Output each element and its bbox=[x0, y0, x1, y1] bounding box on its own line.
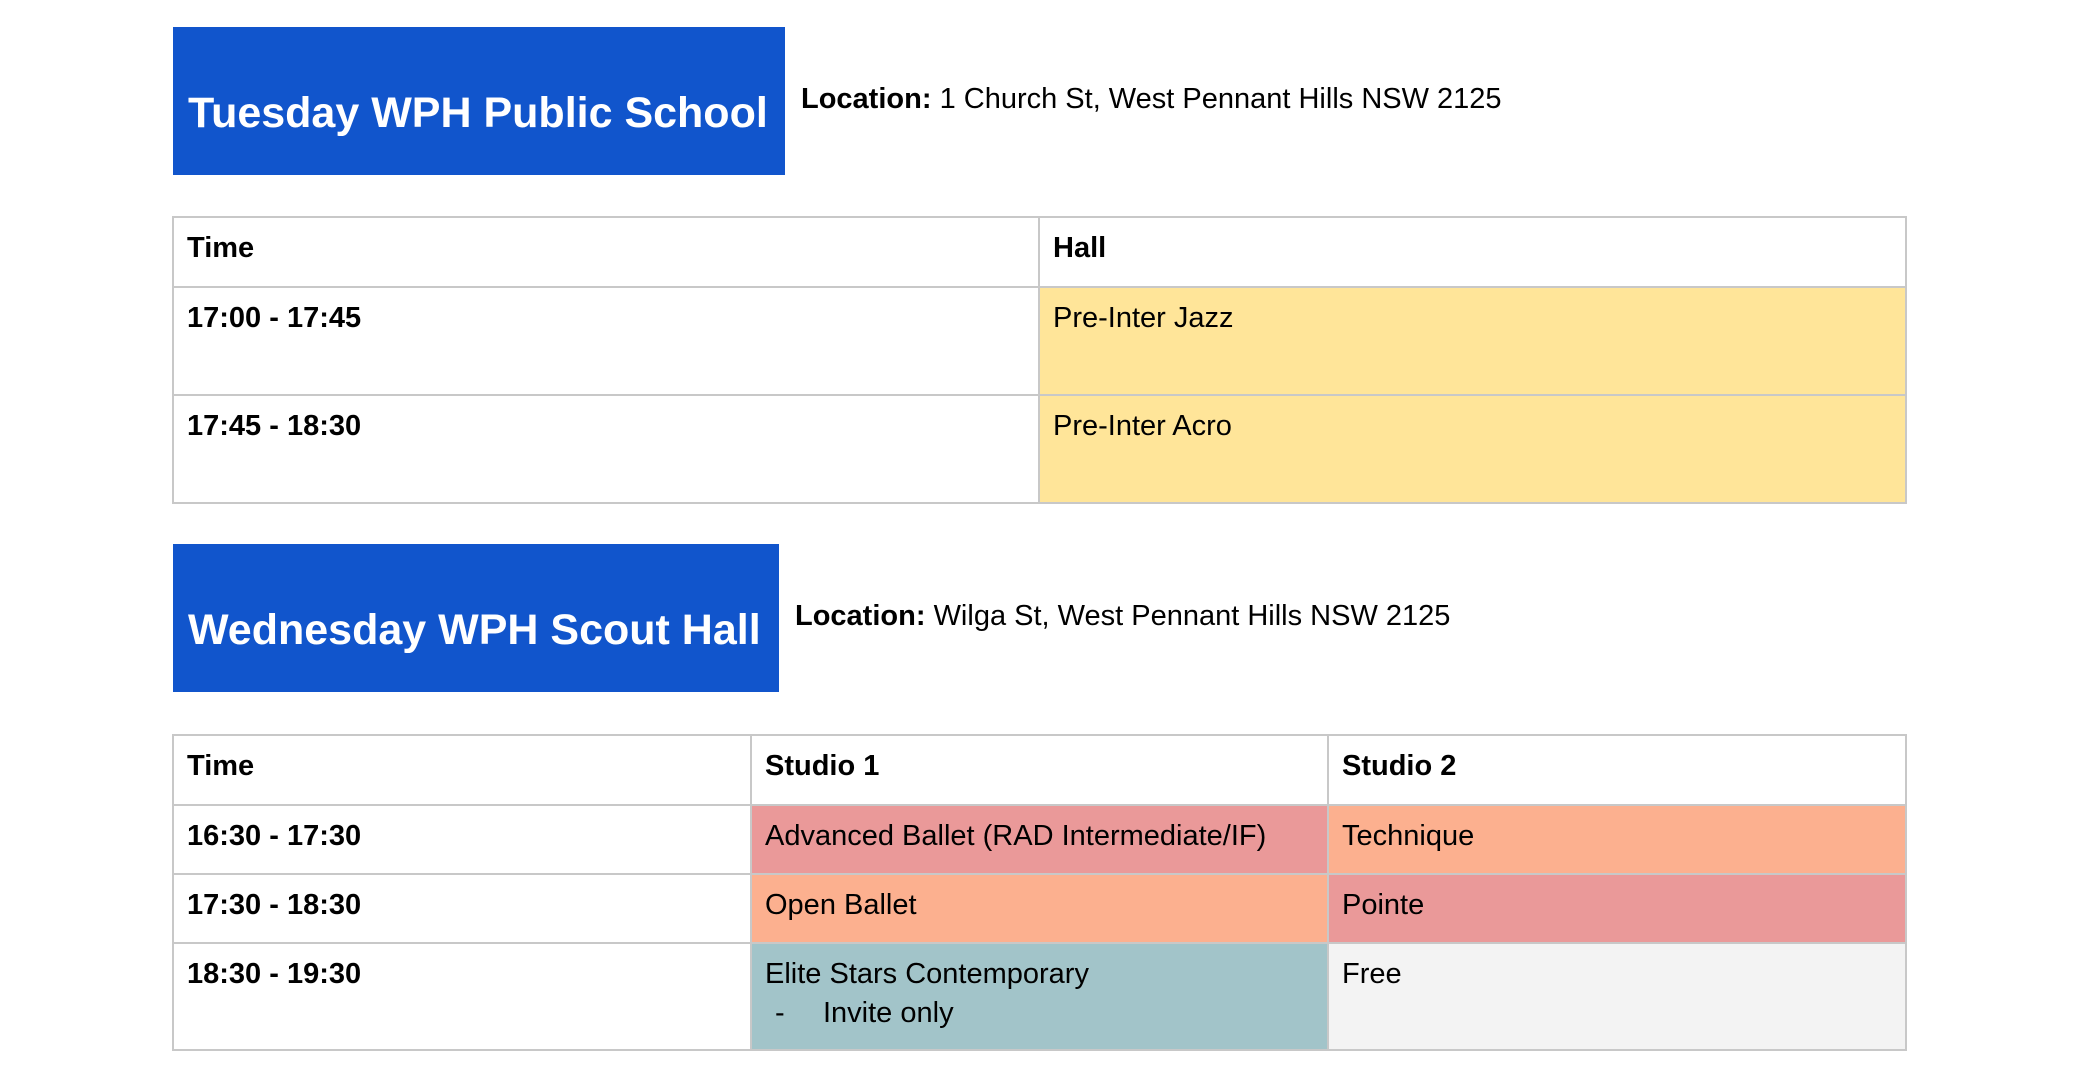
column-header-time: Time bbox=[173, 217, 1039, 287]
tuesday-heading-row bbox=[173, 27, 1502, 175]
table-header-row bbox=[173, 735, 1906, 805]
studio-2-class-cell: Free bbox=[1328, 943, 1906, 1050]
time-cell: 16:30 - 17:30 bbox=[173, 805, 751, 874]
class-note bbox=[765, 997, 1314, 1030]
class-note-text: Invite only bbox=[823, 997, 954, 1029]
day-title-banner: Wednesday WPH Scout Hall bbox=[173, 544, 779, 692]
studio-1-class-cell: Open Ballet bbox=[751, 874, 1328, 943]
location-address: 1 Church St, West Pennant Hills NSW 2125 bbox=[939, 83, 1502, 115]
location-label: Location: bbox=[795, 600, 926, 632]
column-header-studio-1: Studio 1 bbox=[751, 735, 1328, 805]
time-cell: 17:00 - 17:45 bbox=[173, 287, 1039, 395]
tuesday-schedule-table bbox=[172, 216, 1907, 504]
wednesday-schedule-table bbox=[172, 734, 1907, 1051]
day-title-banner: Tuesday WPH Public School bbox=[173, 27, 785, 175]
studio-2-class-cell: Pointe bbox=[1328, 874, 1906, 943]
time-cell: 17:45 - 18:30 bbox=[173, 395, 1039, 503]
location-label: Location: bbox=[801, 83, 932, 115]
class-name: Elite Stars Contemporary bbox=[765, 958, 1089, 990]
location-address: Wilga St, West Pennant Hills NSW 2125 bbox=[933, 600, 1451, 632]
time-cell: 17:30 - 18:30 bbox=[173, 874, 751, 943]
table-header-row bbox=[173, 217, 1906, 287]
table-row bbox=[173, 874, 1906, 943]
table-row bbox=[173, 287, 1906, 395]
location-line bbox=[795, 600, 1450, 633]
table-row bbox=[173, 395, 1906, 503]
table-row bbox=[173, 943, 1906, 1050]
wednesday-heading-row bbox=[173, 544, 1450, 692]
location-line bbox=[801, 83, 1502, 116]
studio-1-class-cell: Advanced Ballet (RAD Intermediate/IF) bbox=[751, 805, 1328, 874]
column-header-studio-2: Studio 2 bbox=[1328, 735, 1906, 805]
table-row bbox=[173, 805, 1906, 874]
tuesday-section bbox=[173, 27, 1502, 175]
column-header-hall: Hall bbox=[1039, 217, 1906, 287]
column-header-time: Time bbox=[173, 735, 751, 805]
studio-1-class-cell bbox=[751, 943, 1328, 1050]
time-cell: 18:30 - 19:30 bbox=[173, 943, 751, 1050]
class-cell: Pre-Inter Acro bbox=[1039, 395, 1906, 503]
studio-2-class-cell: Technique bbox=[1328, 805, 1906, 874]
wednesday-section bbox=[173, 544, 1450, 692]
note-bullet: - bbox=[775, 997, 785, 1029]
class-cell: Pre-Inter Jazz bbox=[1039, 287, 1906, 395]
